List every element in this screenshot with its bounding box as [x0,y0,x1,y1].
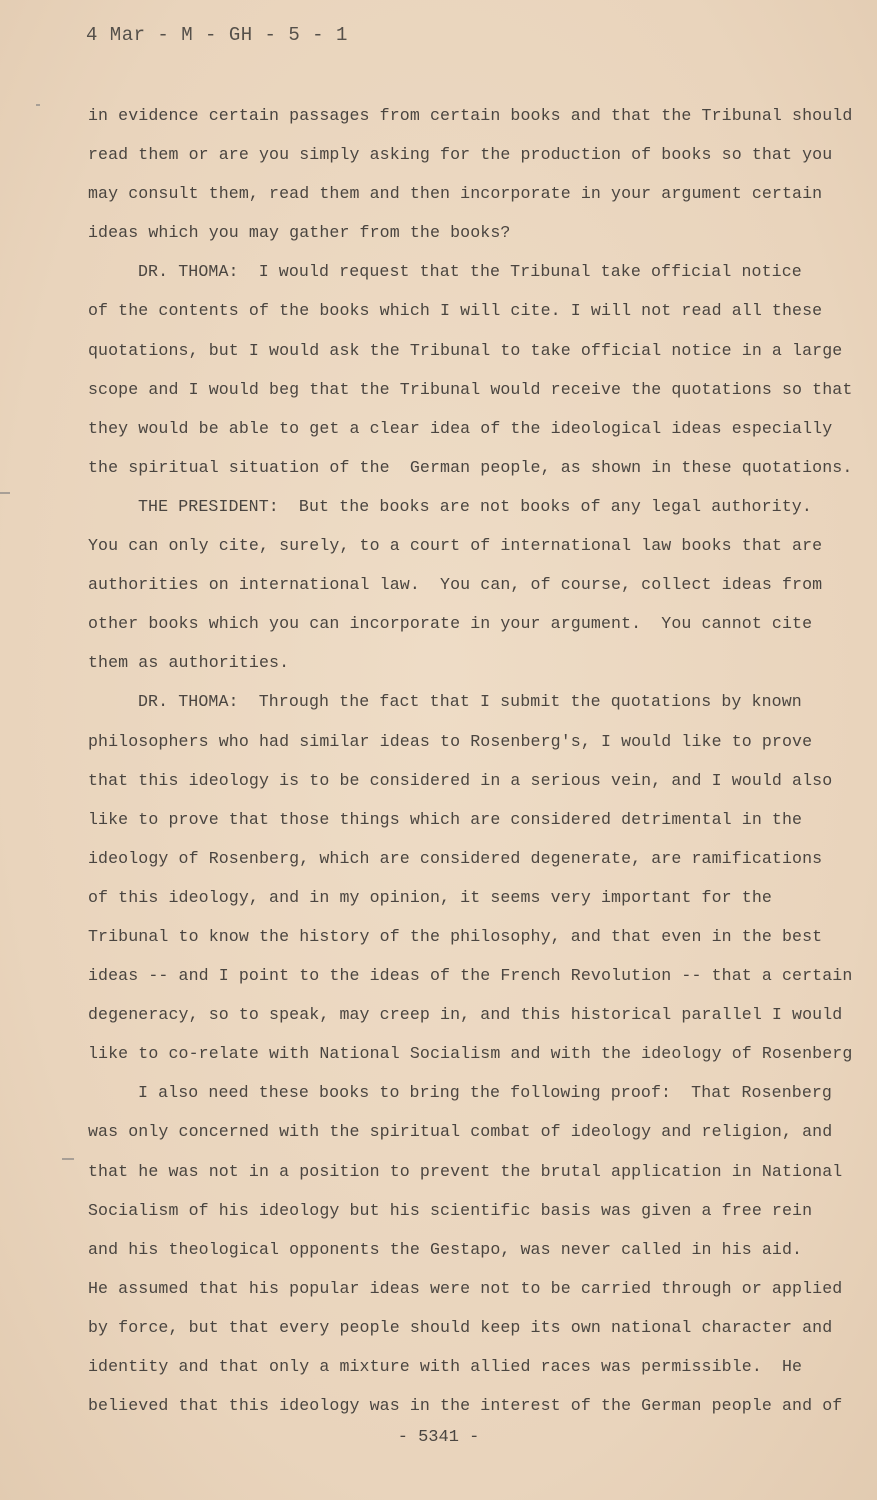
text-line: I also need these books to bring the following proof: That Rosenberg [138,1083,832,1103]
text-line: like to co-relate with National Socialism and with the ideology of Rosenberg [88,1044,853,1064]
text-line: in evidence certain passages from certain books and that the Tribunal should [88,106,853,125]
text-line: ideas -- and I point to the ideas of the French Revolution -- that a certain [88,966,853,986]
margin-mark [62,1158,74,1160]
text-line: scope and I would beg that the Tribunal would receive the quotations so that [88,379,853,399]
text-line: may consult them, read them and then incorporate in your argument certain [88,184,823,204]
text-line: was only concerned with the spiritual combat of ideology and religion, and [88,1122,833,1142]
text-line: Tribunal to know the history of the philosophy, and that even in the best [88,926,823,946]
text-line: that this ideology is to be considered in a serious vein, and I would also [88,770,833,790]
text-line: like to prove that those things which are considered detrimental in the [88,809,803,829]
text-line: them as authorities. [88,653,290,673]
text-line: they would be able to get a clear idea of the ideological ideas especially [88,418,833,438]
page-number: - 5341 - [397,1428,480,1447]
margin-mark [36,104,40,106]
text-line: authorities on international law. You can, of course, collect ideas from [88,575,823,595]
text-line: of this ideology, and in my opinion, it seems very important for the [88,887,772,907]
text-line: of the contents of the books which I will cite. I will not read all these [88,301,823,321]
text-line: other books which you can incorporate in your argument. You cannot cite [88,614,813,634]
text-line: ideas which you may gather from the books? [88,223,511,243]
text-line: philosophers who had similar ideas to Rosenberg's, I would like to prove [88,731,813,751]
text-line: You can only cite, surely, to a court of international law books that are [88,536,823,556]
text-line: by force, but that every people should keep its own national character and [88,1317,833,1337]
text-line: quotations, but I would ask the Tribunal to take official notice in a large [88,340,843,360]
text-line: Socialism of his ideology but his scientific basis was given a free rein [88,1200,813,1220]
text-line: degeneracy, so to speak, may creep in, and this historical parallel I would [88,1005,843,1025]
text-line: DR. THOMA: Through the fact that I submit the quotations by known [138,692,802,712]
text-line: identity and that only a mixture with allied races was permissible. He [88,1357,803,1376]
text-line: THE PRESIDENT: But the books are not books of any legal authority. [138,496,812,516]
text-line: DR. THOMA: I would request that the Tribunal take official notice [138,262,802,282]
text-line: ideology of Rosenberg, which are considered degenerate, are ramifications [88,848,823,868]
text-line: that he was not in a position to prevent the brutal application in National [88,1161,843,1181]
text-line: He assumed that his popular ideas were not to be carried through or applied [88,1278,843,1298]
text-line: believed that this ideology was in the interest of the German people and of [88,1396,843,1416]
page-header: 4 Mar - M - GH - 5 - 1 [86,24,348,46]
text-line: and his theological opponents the Gestapo, was never called in his aid. [88,1239,803,1259]
text-line: read them or are you simply asking for the production of books so that you [88,145,833,165]
text-line: the spiritual situation of the German people, as shown in these quotations. [88,457,853,477]
document-body [88,96,853,1425]
margin-mark [0,492,10,494]
